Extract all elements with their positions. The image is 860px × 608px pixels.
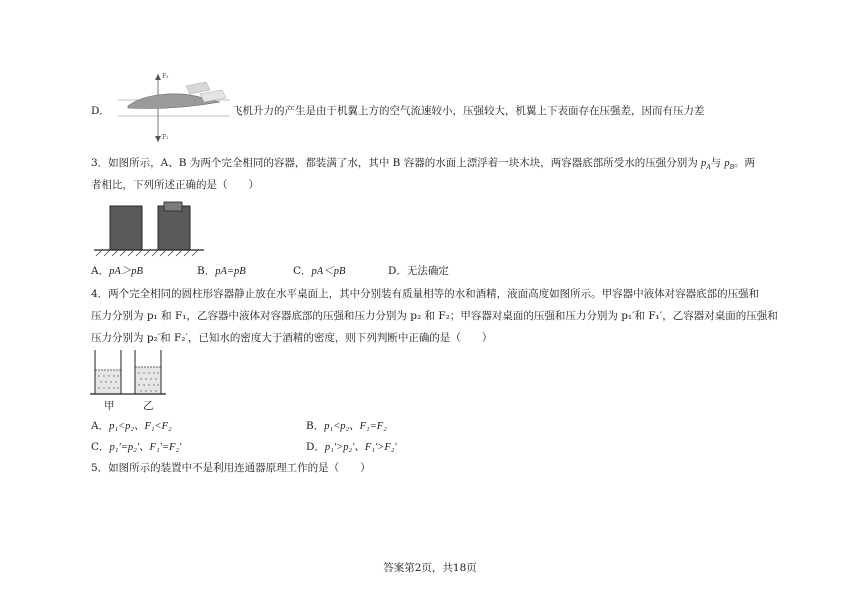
q4-option-b[interactable]: B．p₁<p₂、F₁=F₂: [306, 420, 387, 432]
q2-option-d-label: D．: [91, 105, 110, 117]
wing-label-bottom: F₁: [162, 134, 169, 141]
q4-option-a[interactable]: A．p₁<p₂、F₁<F₂: [91, 420, 172, 432]
cylinders-figure: [90, 350, 166, 402]
page-footer: 答案第2页，共18页: [383, 562, 477, 574]
cylinder-label-right: 乙: [143, 400, 154, 412]
containers-figure: [92, 200, 204, 256]
wing-label-top: F₂: [162, 73, 169, 80]
q3-option-b[interactable]: B．pA=pB: [197, 265, 246, 277]
q4-stem-line2: 压力分别为 p₁ 和 F₁，乙容器中液体对容器底部的压强和压力分别为 p₂ 和 F₂；甲容器对桌面的压强和压力分别为 p₁′和 F₁′，乙容器对桌面的压强和: [91, 310, 778, 322]
q3-option-d[interactable]: D．无法确定: [388, 265, 449, 277]
wing-figure: [118, 72, 230, 150]
q4-stem-line1: 4．两个完全相同的圆柱形容器静止放在水平桌面上，其中分别装有质量相等的水和酒精，液面高度如图所示。甲容器中液体对容器底部的压强和: [91, 288, 760, 300]
q3-stem-line2: 者相比，下列所述正确的是（ ）: [91, 179, 259, 191]
q4-option-c[interactable]: C．p₁′=p₂′、F₁′=F₂′: [91, 441, 182, 453]
q4-stem-line3: 压力分别为 p₂′和 F₂′，已知水的密度大于酒精的密度，则下列判断中正确的是（ ）: [91, 332, 493, 344]
q3-var-pa: $p_A$: [701, 158, 711, 172]
q3-option-c[interactable]: C．pA＜pB: [293, 265, 346, 277]
q4-option-d[interactable]: D．p₁′>p₂′、F₁′>F₂′: [306, 441, 397, 453]
q3-stem-line1: 3．如图所示，A、B 为两个完全相同的容器，都装满了水，其中 B 容器的水面上漂浮着一块木块，两容器底部所受水的压强分别为 $p_A$与 $p_B$。两: [91, 157, 755, 172]
q5-stem-line1: 5．如图所示的装置中不是利用连通器原理工作的是（ ）: [91, 462, 371, 474]
q3-option-a[interactable]: A．pA＞pB: [91, 265, 143, 277]
cylinder-label-left: 甲: [104, 400, 115, 412]
q2-option-d-text: 飞机升力的产生是由于机翼上方的空气流速较小，压强较大，机翼上下表面存在压强差，因而有压力差: [232, 105, 705, 117]
q3-var-pb: $p_B$: [724, 158, 734, 172]
